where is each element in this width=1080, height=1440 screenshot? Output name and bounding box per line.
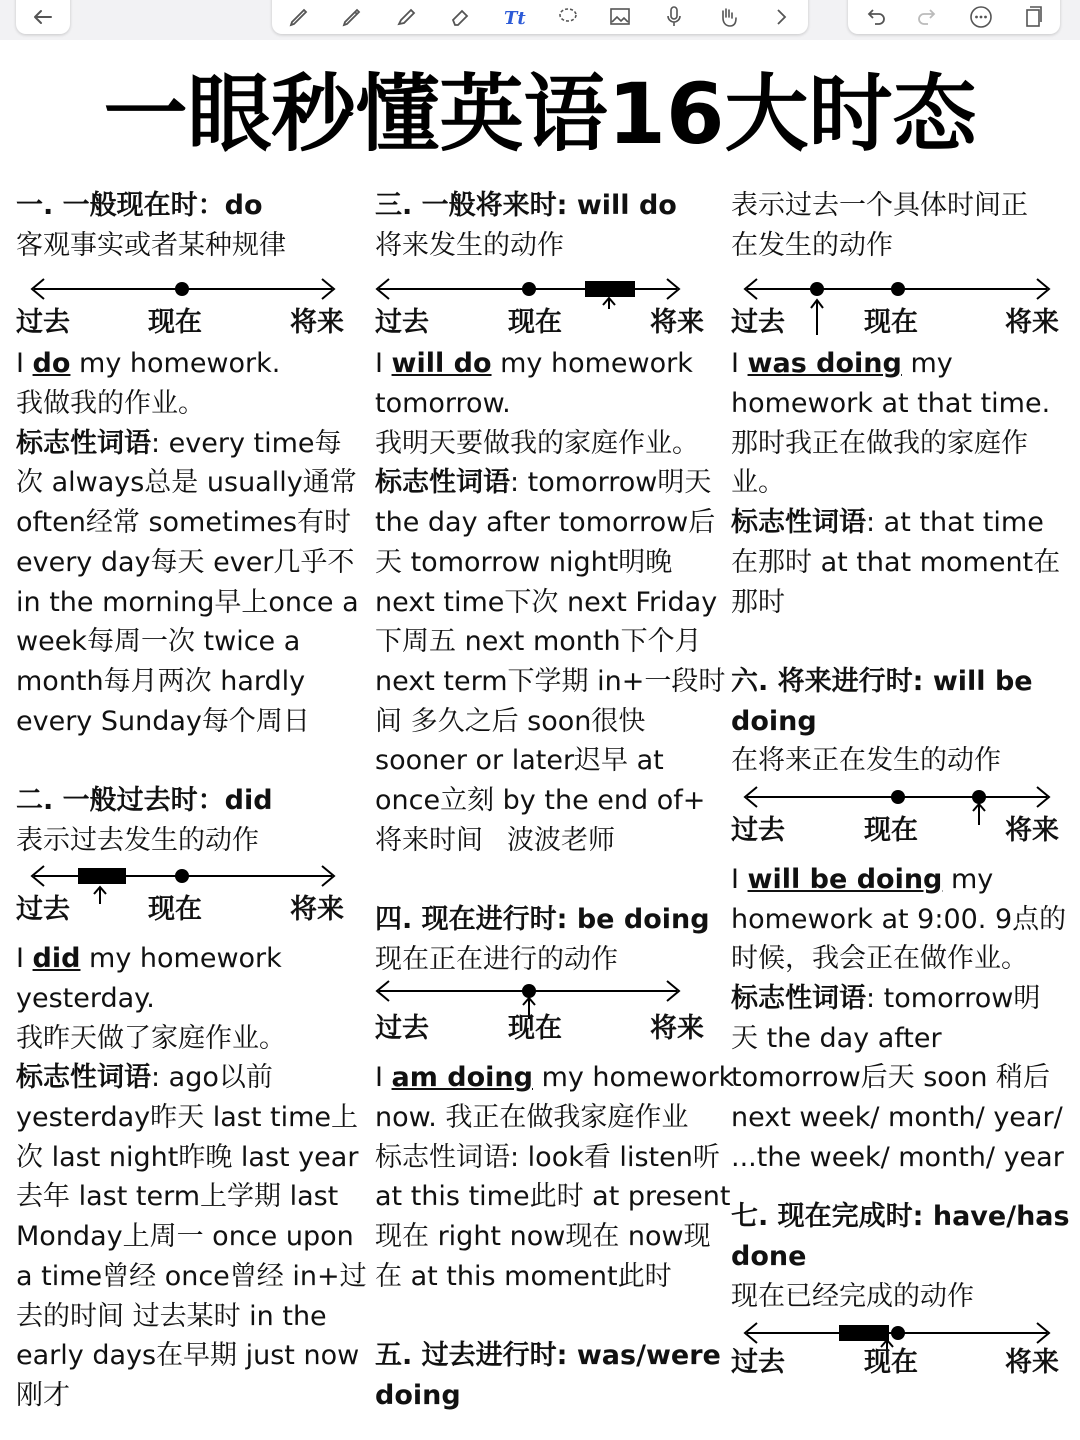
now-point <box>522 282 536 296</box>
future-label: 将来 <box>290 894 344 926</box>
keywords-line: 标志性词语: tomorrow明 <box>731 983 1041 1014</box>
example-sentence: yesterday. <box>16 983 155 1014</box>
example-translation: 我明天要做我的家庭作业。 <box>375 427 699 459</box>
keywords-line: 天 the day after <box>731 1022 942 1054</box>
keywords-line: next week/ month/ year/ <box>731 1102 1063 1134</box>
keywords-line: 次 always总是 usually通常 <box>16 467 357 499</box>
timeline-diagram <box>731 1317 1071 1396</box>
more-icon[interactable] <box>966 2 996 32</box>
section-description: 在发生的动作 <box>731 229 893 261</box>
future-label: 将来 <box>650 307 704 339</box>
eraser-icon[interactable] <box>445 2 475 32</box>
section-description: 将来发生的动作 <box>375 229 564 261</box>
keywords-line: yesterday昨天 last time上 <box>16 1102 359 1134</box>
lasso-icon[interactable] <box>552 2 582 32</box>
keywords-line: 间 多久之后 soon很快 <box>375 705 646 737</box>
example-translation: 我做我的作业。 <box>16 388 205 420</box>
past-label: 过去 <box>375 307 429 339</box>
column-1 <box>16 186 367 1416</box>
toolbar-right-group <box>848 0 1060 34</box>
past-point <box>810 282 824 296</box>
section-description: 现在已经完成的动作 <box>731 1280 974 1312</box>
section-heading: 一. 一般现在时：do <box>16 190 263 221</box>
example-translation: 时候，我会正在做作业。 <box>731 943 1028 975</box>
column-2 <box>375 186 735 1416</box>
keywords-line: every day每天 ever几乎不 <box>16 546 355 578</box>
now-point <box>891 1326 905 1340</box>
now-point <box>522 984 536 998</box>
undo-icon[interactable] <box>860 2 890 32</box>
keywords-line: Monday上周一 once upon <box>16 1221 354 1253</box>
now-point <box>891 790 905 804</box>
page-title: 一眼秒懂英语16大时态 <box>103 65 977 163</box>
section-heading: 二. 一般过去时：did <box>16 784 273 816</box>
back-arrow-icon[interactable] <box>28 2 58 32</box>
now-label: 现在 <box>864 814 918 846</box>
keywords-line: 刚才 <box>16 1379 70 1411</box>
future-label: 将来 <box>1005 814 1059 846</box>
now-label: 现在 <box>508 307 562 339</box>
keywords-line: 将来时间 波波老师 <box>375 824 615 856</box>
now-label: 现在 <box>148 307 202 339</box>
keywords-line: 天 tomorrow night明晚 <box>375 546 673 578</box>
example-translation: 那时我正在做我的家庭作 <box>731 427 1028 459</box>
keywords-line: month每月两次 hardly <box>16 665 306 697</box>
future-label: 将来 <box>1005 1346 1059 1378</box>
future-period-block <box>585 281 635 297</box>
example-sentence: I will do my homework <box>375 348 693 380</box>
chevron-right-icon[interactable] <box>766 2 796 32</box>
example-translation: 我昨天做了家庭作业。 <box>16 1022 286 1054</box>
timeline-arrow <box>16 265 356 305</box>
keywords-line: 在那时 at that moment在 <box>731 546 1061 578</box>
keywords-line: early days在早期 just now <box>16 1340 360 1372</box>
keywords-line: 去年 last term上学期 last <box>16 1181 339 1213</box>
example-sentence: homework at 9:00. 9点的 <box>731 903 1067 935</box>
future-label: 将来 <box>290 307 344 339</box>
keywords-line: at this time此时 at present <box>375 1181 731 1213</box>
svg-text:Tt: Tt <box>504 8 526 29</box>
keywords-line: 下周五 next month下个月 <box>375 626 702 658</box>
example-sentence: now. 我正在做我家庭作业 <box>375 1102 689 1134</box>
example-sentence: I am doing my homework <box>375 1062 735 1094</box>
now-point <box>175 869 189 883</box>
pen-icon[interactable] <box>284 2 314 32</box>
section-heading: doing <box>375 1379 461 1411</box>
text-icon[interactable] <box>498 2 528 32</box>
section-heading: 三. 一般将来时: will do <box>375 190 677 221</box>
example-sentence: I do my homework. <box>16 348 281 380</box>
timeline-diagram <box>16 860 364 939</box>
keywords-line: 标志性词语: ago以前 <box>16 1062 273 1094</box>
keywords-line: 标志性词语: look看 listen听 <box>375 1141 720 1173</box>
example-sentence: tomorrow. <box>375 388 511 420</box>
redo-icon[interactable] <box>913 2 943 32</box>
timeline-diagram <box>731 265 1071 344</box>
keywords-line: tomorrow后天 soon 稍后 <box>731 1062 1051 1094</box>
hand-icon[interactable] <box>713 2 743 32</box>
example-sentence: homework at that time. <box>731 388 1051 420</box>
keywords-line: once立刻 by the end of+ <box>375 784 706 816</box>
timeline-diagram <box>731 781 1071 860</box>
section-heading: doing <box>731 705 817 737</box>
keywords-line: a time曾经 once曾经 in+过 <box>16 1260 367 1292</box>
now-label: 现在 <box>864 307 918 339</box>
keywords-line: 标志性词语: tomorrow明天 <box>375 467 712 499</box>
keywords-line: next time下次 next Friday <box>375 586 718 618</box>
past-label: 过去 <box>731 814 785 846</box>
keywords-line: in the morning早上once a <box>16 586 359 618</box>
keywords-line: sooner or later迟早 at <box>375 745 664 777</box>
keywords-line: next term下学期 in+一段时 <box>375 665 726 697</box>
past-period-block <box>78 868 126 884</box>
section-heading: 五. 过去进行时: was/were <box>375 1340 721 1372</box>
up-arrow <box>805 297 829 337</box>
keywords-line: 那时 <box>731 586 785 618</box>
keywords-line: 标志性词语: at that time <box>731 507 1044 539</box>
past-label: 过去 <box>375 1013 429 1045</box>
example-sentence: I was doing my <box>731 348 953 380</box>
toolbar-left-group <box>16 0 70 34</box>
past-label: 过去 <box>731 307 785 339</box>
signature: 波波老师 <box>507 824 615 856</box>
timeline-diagram <box>375 979 725 1058</box>
section-description: 表示过去发生的动作 <box>16 824 259 856</box>
pages-icon[interactable] <box>1019 2 1049 32</box>
example-sentence: I did my homework <box>16 943 282 975</box>
section-heading: 四. 现在进行时: be doing <box>375 904 710 935</box>
keywords-line: 现在 right now现在 now现 <box>375 1221 711 1253</box>
section-description: 表示过去一个具体时间正 <box>731 190 1028 221</box>
completed-period-block <box>839 1325 889 1341</box>
example-sentence: I will be doing my <box>731 863 994 895</box>
example-translation: 业。 <box>731 467 785 499</box>
future-label: 将来 <box>650 1013 704 1045</box>
keywords-line: every Sunday每个周日 <box>16 705 310 737</box>
timeline-diagram <box>16 265 364 344</box>
keywords-line: the day after tomorrow后 <box>375 507 716 539</box>
keywords-line: 次 last night昨晚 last year <box>16 1141 359 1173</box>
past-label: 过去 <box>731 1346 785 1378</box>
future-point <box>972 790 986 804</box>
toolbar-tools-group <box>272 0 808 34</box>
keywords-line: ...the week/ month/ year <box>731 1141 1064 1173</box>
past-label: 过去 <box>16 307 70 339</box>
section-description: 客观事实或者某种规律 <box>16 229 286 261</box>
section-heading: done <box>731 1241 807 1273</box>
column-3 <box>731 186 1071 1396</box>
now-point <box>175 282 189 296</box>
keywords-line: week每周一次 twice a <box>16 626 301 658</box>
future-label: 将来 <box>1005 307 1059 339</box>
section-description: 在将来正在发生的动作 <box>731 745 1001 777</box>
now-label: 现在 <box>148 894 202 926</box>
keywords-line: 在 at this moment此时 <box>375 1260 672 1292</box>
section-description: 现在正在进行的动作 <box>375 943 618 975</box>
now-label: 现在 <box>864 1346 918 1378</box>
microphone-icon[interactable] <box>659 2 689 32</box>
section-heading: 六. 将来进行时: will be <box>731 665 1033 697</box>
pen-2-icon[interactable] <box>337 2 367 32</box>
toolbar <box>0 0 1080 40</box>
now-label: 现在 <box>508 1013 562 1045</box>
now-point <box>891 282 905 296</box>
timeline-diagram <box>375 265 725 344</box>
keywords-line: 去的时间 过去某时 in the <box>16 1300 327 1332</box>
keywords-line: often经常 sometimes有时 <box>16 507 352 539</box>
highlighter-icon[interactable] <box>391 2 421 32</box>
section-heading: 七. 现在完成时: have/has <box>731 1201 1070 1233</box>
past-label: 过去 <box>16 894 70 926</box>
keywords-line: 标志性词语: every time每 <box>16 427 342 459</box>
image-icon[interactable] <box>605 2 635 32</box>
